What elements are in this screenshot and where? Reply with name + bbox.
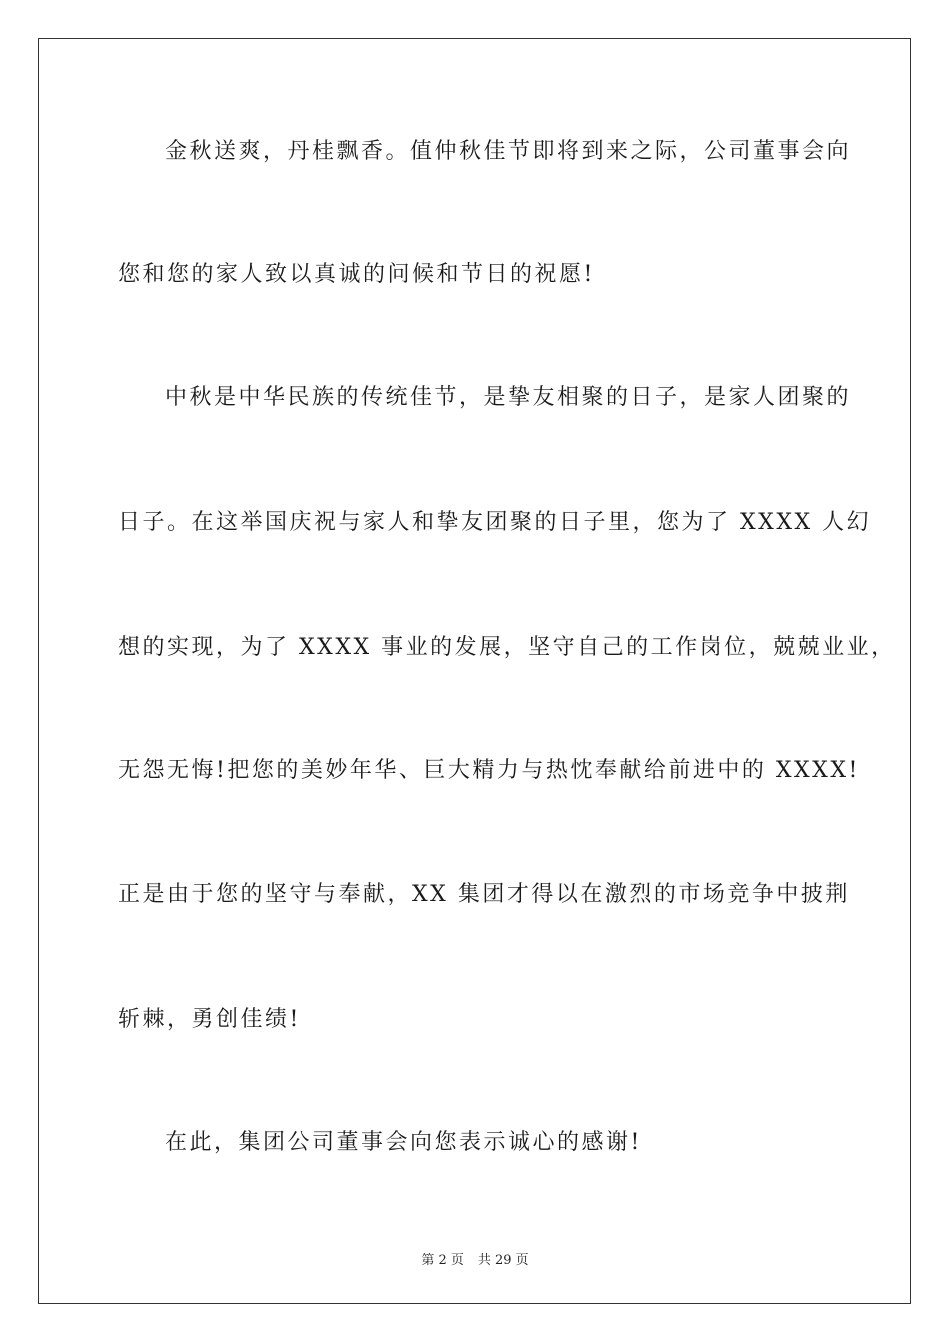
page-border [38, 38, 911, 1304]
page-number-total: 共 29 页 [477, 1253, 529, 1268]
paragraph-line: 斩棘，勇创佳绩! [118, 1007, 301, 1032]
paragraph-line: 无怨无悔!把您的美妙年华、巨大精力与热忱奉献给前进中的 XXXX! [118, 758, 860, 783]
paragraph-line: 日子。在这举国庆祝与家人和挚友团聚的日子里，您为了 XXXX 人幻 [118, 510, 872, 535]
paragraph-line: 您和您的家人致以真诚的问候和节日的祝愿! [118, 262, 595, 287]
paragraph-line: 中秋是中华民族的传统佳节，是挚友相聚的日子，是家人团聚的 [165, 385, 852, 410]
page-footer [0, 1249, 950, 1268]
paragraph-line: 在此，集团公司董事会向您表示诚心的感谢! [165, 1130, 642, 1155]
page-number-current: 第 2 页 [421, 1253, 464, 1268]
paragraph-line: 金秋送爽，丹桂飘香。值仲秋佳节即将到来之际，公司董事会向 [165, 139, 852, 164]
paragraph-line: 正是由于您的坚守与奉献，XX 集团才得以在激烈的市场竞争中披荆 [118, 882, 850, 907]
paragraph-line: 想的实现，为了 XXXX 事业的发展，坚守自己的工作岗位，兢兢业业， [118, 635, 896, 660]
